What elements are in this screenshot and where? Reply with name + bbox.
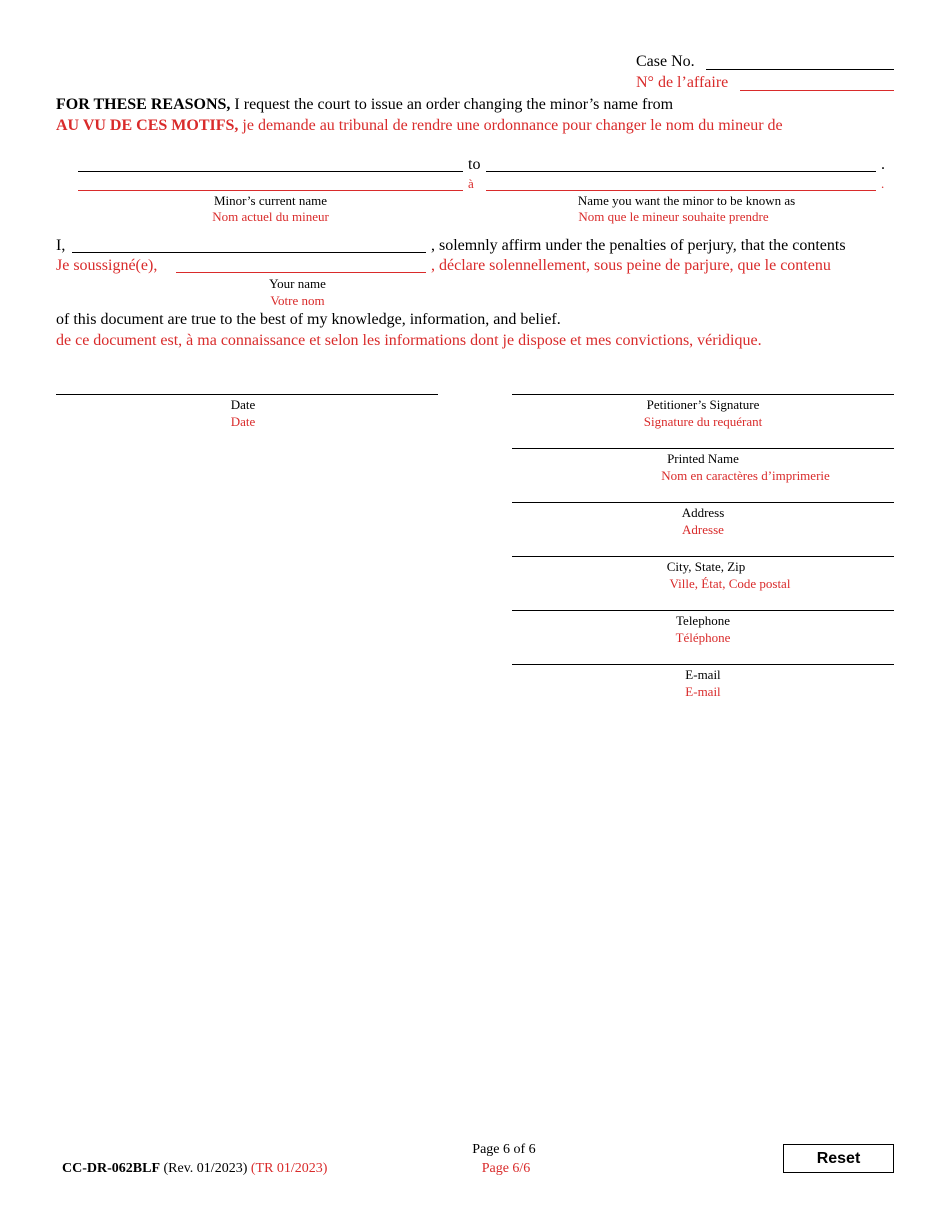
city-state-zip-input[interactable] [512,536,894,556]
reasons-statement-fr [56,117,783,135]
to-label-fr: à [468,176,474,191]
current-name-line [78,171,463,172]
new-name-line [486,171,876,172]
form-id-code: CC-DR-062BLF [62,1161,160,1176]
form-translation-revision: (TR 01/2023) [247,1161,328,1176]
printed-name-label-fr: Nom en caractères d’imprimerie [661,468,830,483]
page-number: Page 6 of 6 [472,1142,536,1157]
your-name-input[interactable] [72,234,426,252]
affirm-line2-fr: de ce document est, à ma connaissance et selon les informations dont je dispose et mes convictions, véridique. [56,332,762,349]
new-name-label: Name you want the minor to be known as [577,193,796,208]
petitioner-signature-line [512,394,894,395]
current-name-label-fr: Nom actuel du mineur [212,209,329,224]
to-label: to [468,156,481,173]
case-no-input[interactable] [706,51,894,69]
your-name-line-fr [176,272,426,273]
current-name-input[interactable] [78,153,463,171]
period-en: . [881,156,885,173]
page-number-fr: Page 6/6 [481,1161,531,1176]
reasons-lead-en: FOR THESE REASONS, [56,96,231,113]
current-name-line-fr [78,190,463,191]
new-name-label-fr: Nom que le mineur souhaite prendre [578,209,769,224]
affirm-rest-en: , solemnly affirm under the penalties of perjury, that the contents [431,237,846,254]
period-fr: . [881,176,885,191]
your-name-label-fr: Votre nom [270,293,325,308]
reasons-text-fr: je demande au tribunal de rendre une ordonnance pour changer le nom du mineur de [238,117,783,134]
date-line [56,394,438,395]
case-no-line [706,69,894,70]
case-no-label-fr: N° de l’affaire [636,74,729,91]
address-input[interactable] [512,482,894,502]
petitioner-signature-input[interactable] [512,374,894,394]
telephone-input[interactable] [512,590,894,610]
address-line [512,502,894,503]
form-id [62,1161,327,1176]
date-input[interactable] [56,374,438,394]
date-label: Date [230,397,256,412]
affirm-i-fr: Je soussigné(e), [56,257,158,274]
email-label: E-mail [685,667,721,682]
reset-button[interactable]: Reset [783,1144,894,1173]
city-state-zip-label: City, State, Zip [666,559,746,574]
petitioner-signature-label-fr: Signature du requérant [643,414,763,429]
case-no-line-fr [740,90,894,91]
your-name-line [72,252,426,253]
affirm-line2-en: of this document are true to the best of my knowledge, information, and belief. [56,311,561,328]
printed-name-input[interactable] [512,428,894,448]
reasons-text-en: I request the court to issue an order changing the minor’s name from [230,96,674,113]
printed-name-label: Printed Name [667,451,739,466]
address-label: Address [681,505,725,520]
address-label-fr: Adresse [682,522,724,537]
new-name-line-fr [486,190,876,191]
email-label-fr: E-mail [685,684,721,699]
email-input[interactable] [512,644,894,664]
telephone-line [512,610,894,611]
affirm-i-en: I, [56,237,66,254]
city-state-zip-label-fr: Ville, État, Code postal [669,576,791,591]
petitioner-signature-label: Petitioner’s Signature [646,397,760,412]
current-name-label: Minor’s current name [213,193,328,208]
email-line [512,664,894,665]
date-label-fr: Date [230,414,256,429]
telephone-label-fr: Téléphone [675,630,731,645]
your-name-label: Your name [269,276,326,291]
telephone-label: Telephone [676,613,730,628]
city-state-zip-line [512,556,894,557]
affirm-rest-fr: , déclare solennellement, sous peine de parjure, que le contenu [431,257,831,274]
reasons-lead-fr: AU VU DE CES MOTIFS, [56,117,239,134]
new-name-input[interactable] [486,153,876,171]
case-no-label: Case No. [636,53,695,70]
reasons-statement-en [56,96,673,114]
printed-name-line [512,448,894,449]
form-revision: (Rev. 01/2023) [160,1161,248,1176]
